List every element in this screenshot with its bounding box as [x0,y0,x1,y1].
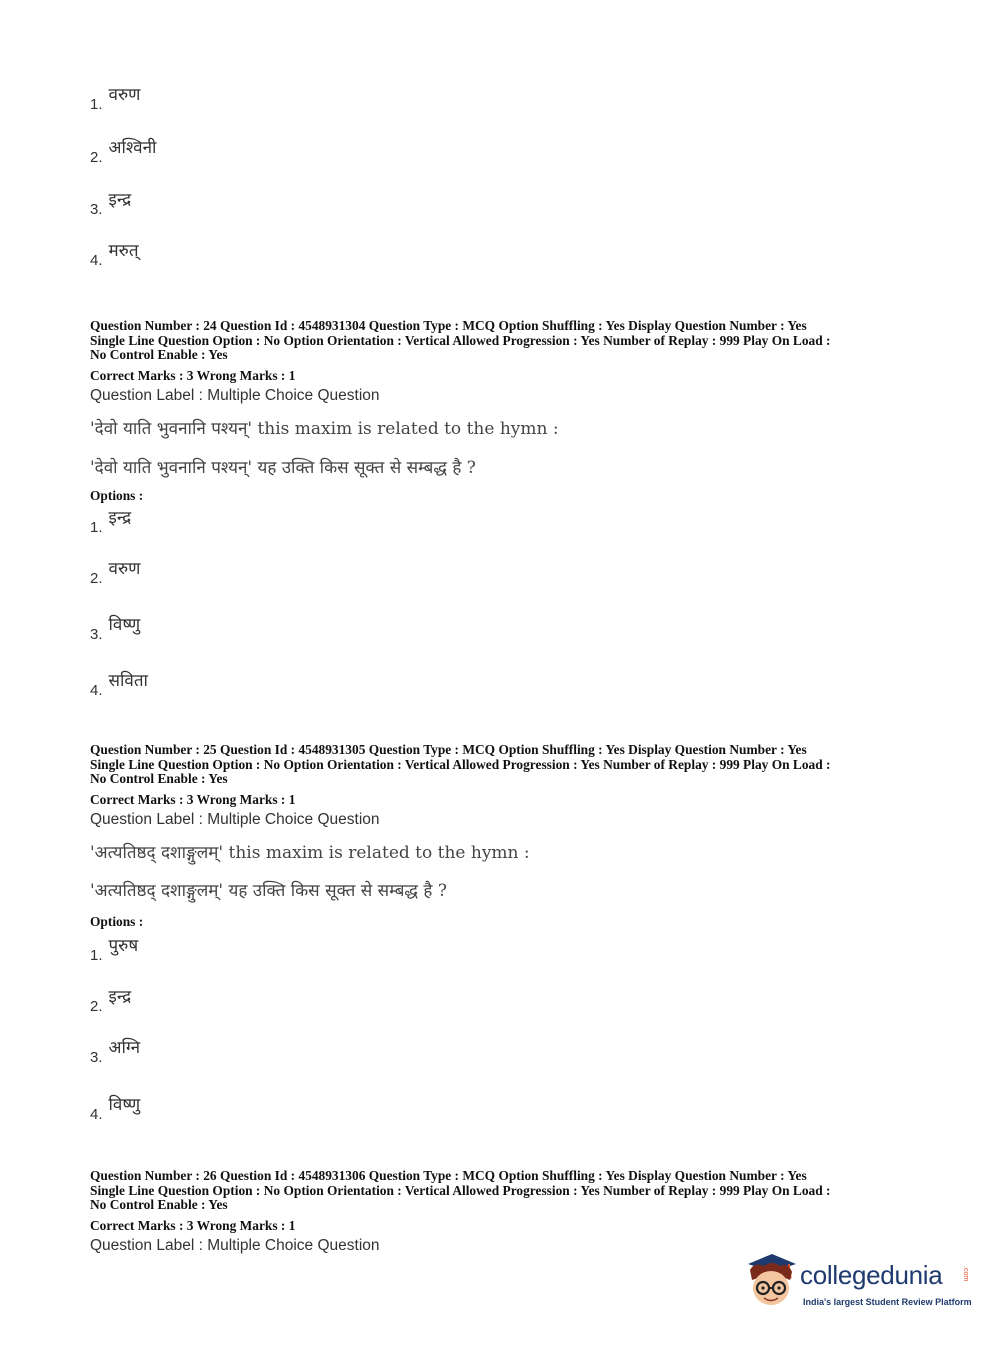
option-number: 2. [90,149,103,166]
q25-question-text-english: 'अत्यतिष्ठद् दशाङ्गुलम्' this maxim is related to the hymn : [90,843,530,863]
q26-marks: Correct Marks : 3 Wrong Marks : 1 [90,1218,296,1233]
option-number: 2. [90,998,103,1015]
meta-line: Question Number : 24 Question Id : 4548931304 Question Type : MCQ Option Shuffling : Yes Display Question Number : Yes [90,318,807,333]
option-number: 3. [90,1049,103,1066]
q24-options-label: Options : [90,488,144,503]
option-text: वरुण [108,559,141,579]
option-text: विष्णु [108,615,141,635]
q25-options-label: Options : [90,914,144,929]
meta-line: No Control Enable : Yes [90,1197,228,1213]
q25-question-label: Question Label : Multiple Choice Question [90,811,380,828]
option-number: 1. [90,96,103,113]
q24-option-1 [90,508,132,536]
option-text: विष्णु [108,1095,141,1115]
option-text: पुरुष [108,936,139,956]
option-number: 4. [90,682,103,699]
logo-wordmark: collegedunia [800,1260,943,1290]
q24-metadata [90,319,920,363]
q25-option-1 [90,936,139,964]
q26-metadata [90,1169,920,1213]
logo-tagline: India's largest Student Review Platform [803,1297,972,1307]
q24-marks: Correct Marks : 3 Wrong Marks : 1 [90,368,296,383]
option-number: 4. [90,252,103,269]
option-number: 1. [90,947,103,964]
meta-line: Single Line Question Option : No Option Orientation : Vertical Allowed Progression : Yes Number of Replay : 999 Play On Load : [90,1182,831,1198]
option-number: 1. [90,519,103,536]
meta-line: No Control Enable : Yes [90,347,228,363]
logo-domain: .com [962,1266,969,1282]
prev-option-2 [90,138,157,166]
prev-option-1 [90,85,141,113]
q24-option-3 [90,615,141,643]
meta-line: Question Number : 26 Question Id : 4548931306 Question Type : MCQ Option Shuffling : Yes Display Question Number : Yes [90,1168,807,1183]
option-text: इन्द्र [108,987,132,1007]
option-text: सविता [108,671,148,691]
q26-question-label: Question Label : Multiple Choice Question [90,1237,380,1254]
q24-option-2 [90,559,141,587]
q25-option-3 [90,1038,141,1066]
option-text: इन्द्र [108,508,132,528]
option-number: 4. [90,1106,103,1123]
q25-question-text-hindi: 'अत्यतिष्ठद् दशाङ्गुलम्' यह उक्ति किस सूक्त से सम्बद्ध है ? [90,881,447,901]
option-text: वरुण [108,85,141,105]
prev-option-4 [90,241,139,269]
option-number: 2. [90,570,103,587]
q25-metadata [90,743,920,787]
option-text: अग्नि [108,1038,141,1058]
q24-question-text-english: 'देवो याति भुवनानि पश्यन्' this maxim is related to the hymn : [90,419,559,439]
q25-option-2 [90,987,132,1015]
q24-question-label: Question Label : Multiple Choice Question [90,387,380,404]
option-text: मरुत् [108,241,139,261]
option-number: 3. [90,201,103,218]
mascot-icon [742,1250,800,1310]
meta-line: Single Line Question Option : No Option Orientation : Vertical Allowed Progression : Yes Number of Replay : 999 Play On Load : [90,756,831,772]
meta-line: Single Line Question Option : No Option Orientation : Vertical Allowed Progression : Yes Number of Replay : 999 Play On Load : [90,332,831,348]
meta-line: Question Number : 25 Question Id : 4548931305 Question Type : MCQ Option Shuffling : Yes Display Question Number : Yes [90,742,807,757]
option-text: इन्द्र [108,190,132,210]
option-text: अश्विनी [108,138,157,158]
q24-question-text-hindi: 'देवो याति भुवनानि पश्यन्' यह उक्ति किस सूक्त से सम्बद्ध है ? [90,458,476,478]
collegedunia-logo [742,1250,972,1320]
option-number: 3. [90,626,103,643]
q24-option-4 [90,671,148,699]
meta-line: No Control Enable : Yes [90,771,228,787]
q25-option-4 [90,1095,141,1123]
q25-marks: Correct Marks : 3 Wrong Marks : 1 [90,792,296,807]
prev-option-3 [90,190,132,218]
